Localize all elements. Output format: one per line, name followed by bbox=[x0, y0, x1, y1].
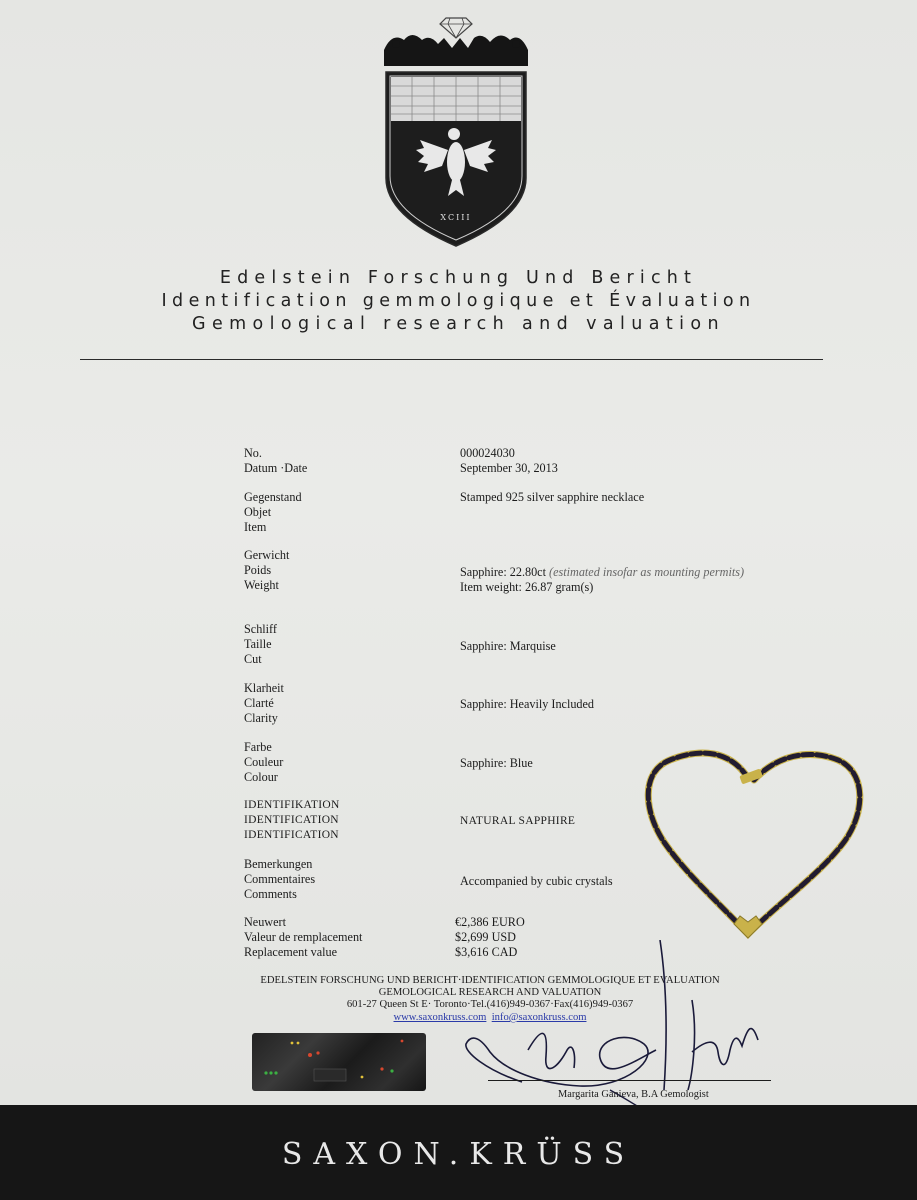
value-cad: $3,616 CAD bbox=[455, 945, 518, 959]
ident-value: NATURAL SAPPHIRE bbox=[460, 815, 576, 827]
cut-label-de: Schliff bbox=[244, 622, 277, 636]
comments-value: Accompanied by cubic crystals bbox=[460, 874, 613, 888]
weight-value-sapphire bbox=[460, 565, 744, 580]
signature-line bbox=[488, 1080, 771, 1081]
header-divider bbox=[80, 359, 823, 360]
weight-note: (estimated insofar as mounting permits) bbox=[549, 565, 745, 579]
weight-label-de: Gerwicht bbox=[244, 548, 290, 562]
security-hologram bbox=[252, 1033, 426, 1091]
item-label-en: Item bbox=[244, 520, 267, 534]
website-link[interactable]: www.saxonkruss.com bbox=[393, 1012, 487, 1023]
weight-label-fr: Poids bbox=[244, 563, 272, 577]
number-label: No. bbox=[244, 446, 262, 460]
certificate-date: September 30, 2013 bbox=[460, 461, 558, 475]
weight-value-item: Item weight: 26.87 gram(s) bbox=[460, 580, 594, 594]
crest-logo bbox=[382, 10, 530, 250]
ident-label-de: IDENTIFIKATION bbox=[244, 799, 340, 811]
clarity-label-en: Clarity bbox=[244, 711, 278, 725]
ident-label-fr: IDENTIFICATION bbox=[244, 814, 339, 826]
item-value: Stamped 925 silver sapphire necklace bbox=[460, 490, 645, 504]
comments-label-de: Bemerkungen bbox=[244, 857, 313, 871]
footer-subtitle-line: GEMOLOGICAL RESEARCH AND VALUATION bbox=[378, 987, 602, 998]
cut-label-fr: Taille bbox=[244, 637, 272, 651]
value-label-fr: Valeur de remplacement bbox=[244, 930, 363, 944]
colour-value: Sapphire: Blue bbox=[460, 756, 533, 770]
cut-label-en: Cut bbox=[244, 652, 262, 666]
clarity-label-de: Klarheit bbox=[244, 681, 284, 695]
brand-name: SAXON.KRÜSS bbox=[281, 1137, 636, 1172]
date-label: Datum ·Date bbox=[244, 461, 308, 475]
email-link[interactable]: info@saxonkruss.com bbox=[491, 1012, 587, 1023]
value-label-en: Replacement value bbox=[244, 945, 338, 959]
cut-value: Sapphire: Marquise bbox=[460, 639, 556, 653]
heading-french: Identification gemmologique et Évaluation bbox=[161, 291, 756, 311]
heading-german: Edelstein Forschung Und Bericht bbox=[219, 268, 698, 288]
ident-label-en: IDENTIFICATION bbox=[244, 829, 339, 841]
value-usd: $2,699 USD bbox=[455, 930, 516, 944]
colour-label-de: Farbe bbox=[244, 740, 272, 754]
clarity-value: Sapphire: Heavily Included bbox=[460, 697, 595, 711]
necklace-image bbox=[630, 742, 880, 952]
clarity-label-fr: Clarté bbox=[244, 696, 274, 710]
colour-label-fr: Couleur bbox=[244, 755, 284, 769]
value-eur: €2,386 EURO bbox=[455, 915, 525, 929]
footer-address-line: 601-27 Queen St E· Toronto·Tel.(416)949-0367·Fax(416)949-0367 bbox=[346, 999, 634, 1010]
comments-label-en: Comments bbox=[244, 887, 297, 901]
value-label-de: Neuwert bbox=[244, 915, 286, 929]
certificate-number: 000024030 bbox=[460, 446, 515, 460]
colour-label-en: Colour bbox=[244, 770, 278, 784]
item-label-fr: Objet bbox=[244, 505, 272, 519]
crest-numeral: XCIII bbox=[440, 213, 472, 222]
heading-english: Gemological research and valuation bbox=[191, 314, 726, 334]
footer-company-line: EDELSTEIN FORSCHUNG UND BERICHT·IDENTIFICATION GEMMOLOGIQUE ET EVALUATION bbox=[260, 975, 720, 986]
weight-label-en: Weight bbox=[244, 578, 279, 592]
signatory-name: Margarita Ganieva, B.A Gemologist bbox=[558, 1089, 709, 1100]
item-label-de: Gegenstand bbox=[244, 490, 302, 504]
comments-label-fr: Commentaires bbox=[244, 872, 316, 886]
weight-sapphire-text: Sapphire: 22.80ct bbox=[460, 565, 546, 579]
